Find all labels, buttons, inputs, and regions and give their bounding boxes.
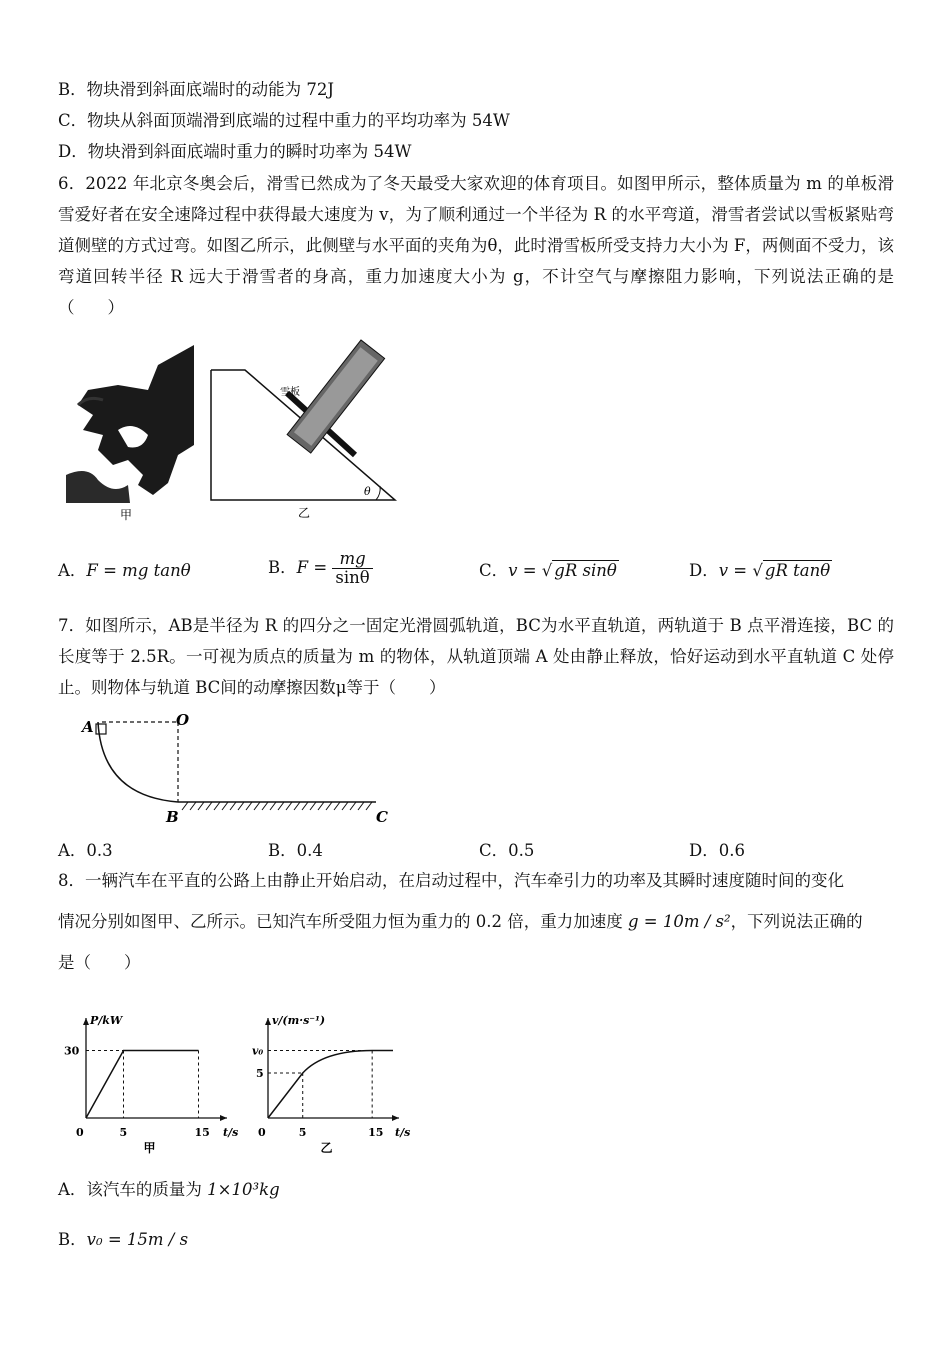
- chart-velocity-time: [238, 990, 413, 1155]
- q6-option-a-expr: F = mg tanθ: [86, 561, 191, 580]
- q7-option-d: D．0.6: [689, 841, 745, 860]
- y-tick-label: 5: [256, 1067, 264, 1080]
- point-o: O: [176, 711, 190, 729]
- q6-option-b-label: B．: [268, 558, 297, 577]
- point-a: A: [82, 718, 94, 736]
- q6-option-c: C．v = √ gR sinθ: [479, 561, 617, 580]
- q8-option-a: [58, 1180, 280, 1200]
- q6-option-b: [268, 550, 373, 587]
- q6-option-b-den: sinθ: [335, 568, 370, 587]
- q7-option-a: A．0.3: [58, 841, 113, 860]
- point-c: C: [376, 808, 388, 826]
- q6-option-d-left: v =: [718, 561, 748, 580]
- q5-option-d: D．物块滑到斜面底端时重力的瞬时功率为 54W: [58, 142, 412, 161]
- x-axis-label: t/s: [395, 1126, 411, 1139]
- x-tick-label: 15: [368, 1126, 384, 1139]
- y-axis-arrow: [83, 1018, 89, 1025]
- q7-stem: 7．如图所示，AB是半径为 R 的四分之一固定光滑圆弧轨道，BC为水平直轨道，两轨道于 B 点平滑连接，BC 的长度等于 2.5R。一可视为质点的质量为 m 的物体，从轨道顶端 A 处由静止释放，恰好运动到水平直轨道 C 处停止。则物体与轨道 BC间的动摩擦因数μ等于（ ）: [58, 616, 894, 697]
- origin-label: 0: [76, 1126, 84, 1139]
- q8-option-a-value: 1×10³kg: [207, 1180, 280, 1199]
- chart-power-time: [58, 990, 238, 1155]
- q8-gravity-value: g = 10m / s²: [627, 912, 731, 931]
- origin-label: 0: [258, 1126, 266, 1139]
- x-axis-label: t/s: [223, 1126, 238, 1139]
- chart-title: 甲: [143, 1141, 156, 1155]
- q6-option-a-label: A．: [58, 561, 87, 580]
- q6-option-c-left: v =: [508, 561, 537, 580]
- x-tick-label: 5: [298, 1126, 307, 1139]
- q8-option-a-text: A．该汽车的质量为: [58, 1180, 208, 1199]
- x-tick-label: 5: [119, 1126, 128, 1139]
- fig-label-jia: 甲: [120, 508, 133, 522]
- q6-option-b-num: mg: [332, 550, 372, 569]
- q6-stem: 6．2022 年北京冬奥会后，滑雪已然成为了冬天最受大家欢迎的体育项目。如图甲所示，整体质量为 m 的单板滑雪爱好者在安全速降过程中获得最大速度为 v，为了顺利通过一个半径为 R 的水平弯道，滑雪者尝试以雪板紧贴弯道侧壁的方式过弯。如图乙所示，此侧壁与水平面的夹角为θ，此时滑雪板所受支持力大小为 F，两侧面不受力，该弯道回转半径 R 远大于滑雪者的身高，重力加速度大小为 g，不计空气与摩擦阻力影响，下列说法正确的是（ ）: [58, 174, 894, 317]
- y-tick-label: 30: [64, 1044, 80, 1058]
- x-axis-arrow: [220, 1115, 227, 1121]
- x-axis-arrow: [392, 1115, 399, 1121]
- q5-option-c: C．物块从斜面顶端滑到底端的过程中重力的平均功率为 54W: [58, 111, 510, 130]
- q6-option-c-label: C．: [479, 561, 509, 580]
- q7-option-b: B．0.4: [268, 841, 323, 860]
- power-series-line: [86, 1051, 199, 1119]
- q6-option-c-rad: gR sinθ: [554, 561, 617, 580]
- q8-stem-line3: 是（ ）: [58, 953, 141, 972]
- x-tick-label: 15: [194, 1126, 210, 1139]
- q6-option-d-label: D．: [689, 561, 719, 580]
- q8-option-b-value: v₀ = 15m / s: [86, 1230, 189, 1249]
- q6-option-d: D．v = √ gR tanθ: [689, 561, 831, 580]
- y-axis-label: v/(m·s⁻¹): [272, 1014, 326, 1027]
- q8-stem-2a: 情况分别如图甲、乙所示。已知汽车所受阻力恒为重力的 0.2 倍，重力加速度: [58, 912, 628, 931]
- board-label: 雪板: [280, 387, 300, 398]
- q8-stem-line1: 8．一辆汽车在平直的公路上由静止开始启动，在启动过程中，汽车牵引力的功率及其瞬时速度随时间的变化: [58, 871, 844, 890]
- y-tick-label: v₀: [252, 1044, 264, 1058]
- q5-option-b: B．物块滑到斜面底端时的动能为 72J: [58, 80, 334, 99]
- y-axis-label: P/kW: [90, 1014, 123, 1027]
- slope-diagram: [211, 340, 395, 500]
- q6-figure: [58, 335, 403, 525]
- q8-option-b-label: B．: [58, 1230, 87, 1249]
- q6-option-b-left: F =: [296, 558, 328, 577]
- q8-stem-2c: ，下列说法正确的: [730, 912, 863, 931]
- q8-option-b: [58, 1230, 188, 1250]
- chart-title: 乙: [320, 1141, 333, 1155]
- q7-figure: [58, 710, 403, 830]
- point-b: B: [166, 808, 179, 826]
- fig-label-yi: 乙: [298, 506, 311, 520]
- q8-stem-line2: [58, 912, 863, 932]
- y-axis-arrow: [265, 1018, 271, 1025]
- velocity-series-line: [268, 1051, 393, 1119]
- theta-label: θ: [364, 485, 371, 498]
- snowboarder-photo: [62, 345, 194, 505]
- q6-option-d-rad: gR tanθ: [764, 561, 831, 580]
- q7-option-c: C．0.5: [479, 841, 535, 860]
- q6-option-a: [58, 560, 191, 582]
